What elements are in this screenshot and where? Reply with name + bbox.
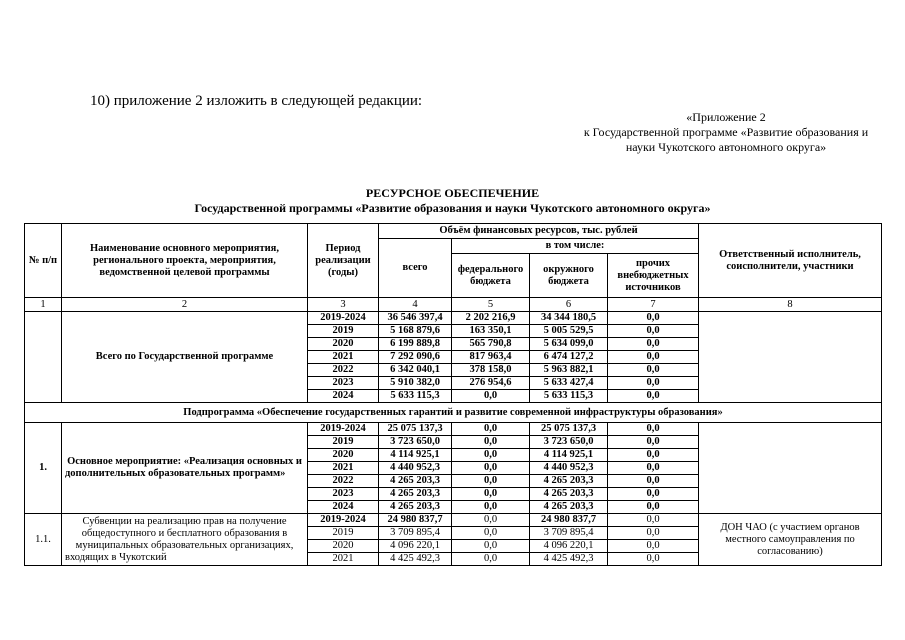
okrug-cell: 3 723 650,0 — [530, 436, 608, 449]
total-cell: 24 980 837,7 — [379, 514, 452, 527]
item-name: Субвенции на реализацию прав на получение общедоступного и бесплатного образования в муниципальных образовательных организациях, входящих в Чукотский — [62, 514, 308, 566]
okrug-cell: 4 265 203,3 — [530, 475, 608, 488]
period-cell: 2024 — [308, 390, 379, 403]
header-executor: Ответственный исполнитель, соисполнители, участники — [699, 224, 882, 298]
header-including: в том числе: — [452, 239, 699, 254]
total-cell: 7 292 090,6 — [379, 351, 452, 364]
col-number: 4 — [379, 298, 452, 312]
total-cell: 3 709 895,4 — [379, 527, 452, 540]
total-num-cell — [25, 312, 62, 403]
okrug-cell: 3 709 895,4 — [530, 527, 608, 540]
federal-cell: 276 954,6 — [452, 377, 530, 390]
other-cell: 0,0 — [608, 514, 699, 527]
other-cell: 0,0 — [608, 312, 699, 325]
other-cell: 0,0 — [608, 540, 699, 553]
okrug-cell: 4 096 220,1 — [530, 540, 608, 553]
header-period: Период реализации (годы) — [308, 224, 379, 298]
period-cell: 2019-2024 — [308, 514, 379, 527]
federal-cell: 0,0 — [452, 514, 530, 527]
other-cell: 0,0 — [608, 377, 699, 390]
period-cell: 2024 — [308, 501, 379, 514]
other-cell: 0,0 — [608, 553, 699, 566]
other-cell: 0,0 — [608, 436, 699, 449]
federal-cell: 0,0 — [452, 527, 530, 540]
document-subtitle: Государственной программы «Развитие образования и науки Чукотского автономного округа» — [194, 201, 711, 215]
period-cell: 2022 — [308, 364, 379, 377]
col-number: 8 — [699, 298, 882, 312]
total-cell: 6 199 889,8 — [379, 338, 452, 351]
period-cell: 2022 — [308, 475, 379, 488]
period-cell: 2019 — [308, 527, 379, 540]
item-executor: ДОН ЧАО (с участием органов местного самоуправления по согласованию) — [699, 514, 882, 566]
item-executor-cell — [699, 423, 882, 514]
total-cell: 4 265 203,3 — [379, 488, 452, 501]
subprogram-row — [25, 403, 882, 423]
federal-cell: 0,0 — [452, 423, 530, 436]
header-total: всего — [379, 239, 452, 298]
resource-table — [24, 223, 882, 566]
okrug-cell: 4 440 952,3 — [530, 462, 608, 475]
total-cell: 36 546 397,4 — [379, 312, 452, 325]
total-name: Всего по Государственной программе — [62, 312, 308, 403]
total-cell: 5 168 879,6 — [379, 325, 452, 338]
annex-note — [556, 110, 896, 155]
period-cell: 2019-2024 — [308, 423, 379, 436]
col-number: 5 — [452, 298, 530, 312]
okrug-cell: 4 114 925,1 — [530, 449, 608, 462]
table-row — [25, 312, 882, 325]
period-cell: 2023 — [308, 488, 379, 501]
annex-line-2: к Государственной программе «Развитие образования и — [583, 125, 869, 139]
federal-cell: 0,0 — [452, 540, 530, 553]
total-cell: 4 114 925,1 — [379, 449, 452, 462]
col-number: 3 — [308, 298, 379, 312]
okrug-cell: 4 265 203,3 — [530, 488, 608, 501]
federal-cell: 817 963,4 — [452, 351, 530, 364]
period-cell: 2019-2024 — [308, 312, 379, 325]
okrug-cell: 5 634 099,0 — [530, 338, 608, 351]
federal-cell: 0,0 — [452, 475, 530, 488]
header-okrug: окружного бюджета — [530, 254, 608, 298]
header-other: прочих внебюджетных источников — [608, 254, 699, 298]
okrug-cell: 24 980 837,7 — [530, 514, 608, 527]
document-title: РЕСУРСНОЕ ОБЕСПЕЧЕНИЕ — [365, 186, 540, 200]
col-number: 7 — [608, 298, 699, 312]
federal-cell: 163 350,1 — [452, 325, 530, 338]
okrug-cell: 4 425 492,3 — [530, 553, 608, 566]
column-number-row — [25, 298, 882, 312]
col-number: 2 — [62, 298, 308, 312]
item-name: Основное мероприятие: «Реализация основных и дополнительных образовательных программ» — [62, 423, 308, 514]
header-name: Наименование основного мероприятия, регионального проекта, мероприятия, ведомственной целевой программы — [62, 224, 308, 298]
okrug-cell: 5 963 882,1 — [530, 364, 608, 377]
okrug-cell: 6 474 127,2 — [530, 351, 608, 364]
total-cell: 4 265 203,3 — [379, 475, 452, 488]
other-cell: 0,0 — [608, 475, 699, 488]
other-cell: 0,0 — [608, 449, 699, 462]
period-cell: 2019 — [308, 436, 379, 449]
item-num: 1.1. — [25, 514, 62, 566]
total-cell: 4 440 952,3 — [379, 462, 452, 475]
other-cell: 0,0 — [608, 351, 699, 364]
intro-text: 10) приложение 2 изложить в следующей редакции: — [90, 93, 423, 109]
federal-cell: 0,0 — [452, 449, 530, 462]
okrug-cell: 4 265 203,3 — [530, 501, 608, 514]
table-row — [25, 423, 882, 436]
period-cell: 2021 — [308, 462, 379, 475]
okrug-cell: 5 005 529,5 — [530, 325, 608, 338]
period-cell: 2019 — [308, 325, 379, 338]
other-cell: 0,0 — [608, 488, 699, 501]
total-cell: 4 425 492,3 — [379, 553, 452, 566]
header-volume: Объём финансовых ресурсов, тыс. рублей — [379, 224, 699, 239]
col-number: 1 — [25, 298, 62, 312]
federal-cell: 0,0 — [452, 553, 530, 566]
federal-cell: 0,0 — [452, 390, 530, 403]
total-cell: 6 342 040,1 — [379, 364, 452, 377]
period-cell: 2021 — [308, 553, 379, 566]
federal-cell: 2 202 216,9 — [452, 312, 530, 325]
other-cell: 0,0 — [608, 325, 699, 338]
other-cell: 0,0 — [608, 364, 699, 377]
period-cell: 2020 — [308, 540, 379, 553]
federal-cell: 0,0 — [452, 462, 530, 475]
col-number: 6 — [530, 298, 608, 312]
federal-cell: 0,0 — [452, 501, 530, 514]
annex-line-1: «Приложение 2 — [686, 110, 766, 124]
period-cell: 2020 — [308, 449, 379, 462]
federal-cell: 0,0 — [452, 436, 530, 449]
federal-cell: 0,0 — [452, 488, 530, 501]
total-cell: 5 633 115,3 — [379, 390, 452, 403]
okrug-cell: 5 633 115,3 — [530, 390, 608, 403]
okrug-cell: 5 633 427,4 — [530, 377, 608, 390]
total-cell: 3 723 650,0 — [379, 436, 452, 449]
header-federal: федерального бюджета — [452, 254, 530, 298]
header-num: № п/п — [25, 224, 62, 298]
other-cell: 0,0 — [608, 338, 699, 351]
period-cell: 2020 — [308, 338, 379, 351]
other-cell: 0,0 — [608, 423, 699, 436]
subprogram-title: Подпрограмма «Обеспечение государственных гарантий и развитие современной инфраструктуры образования» — [25, 403, 882, 423]
okrug-cell: 34 344 180,5 — [530, 312, 608, 325]
other-cell: 0,0 — [608, 501, 699, 514]
total-cell: 5 910 382,0 — [379, 377, 452, 390]
other-cell: 0,0 — [608, 462, 699, 475]
item-num: 1. — [25, 423, 62, 514]
annex-line-3: науки Чукотского автономного округа» — [625, 140, 827, 154]
total-cell: 4 265 203,3 — [379, 501, 452, 514]
other-cell: 0,0 — [608, 390, 699, 403]
federal-cell: 565 790,8 — [452, 338, 530, 351]
total-cell: 25 075 137,3 — [379, 423, 452, 436]
okrug-cell: 25 075 137,3 — [530, 423, 608, 436]
federal-cell: 378 158,0 — [452, 364, 530, 377]
total-cell: 4 096 220,1 — [379, 540, 452, 553]
period-cell: 2021 — [308, 351, 379, 364]
other-cell: 0,0 — [608, 527, 699, 540]
period-cell: 2023 — [308, 377, 379, 390]
total-executor-cell — [699, 312, 882, 403]
table-row — [25, 514, 882, 527]
